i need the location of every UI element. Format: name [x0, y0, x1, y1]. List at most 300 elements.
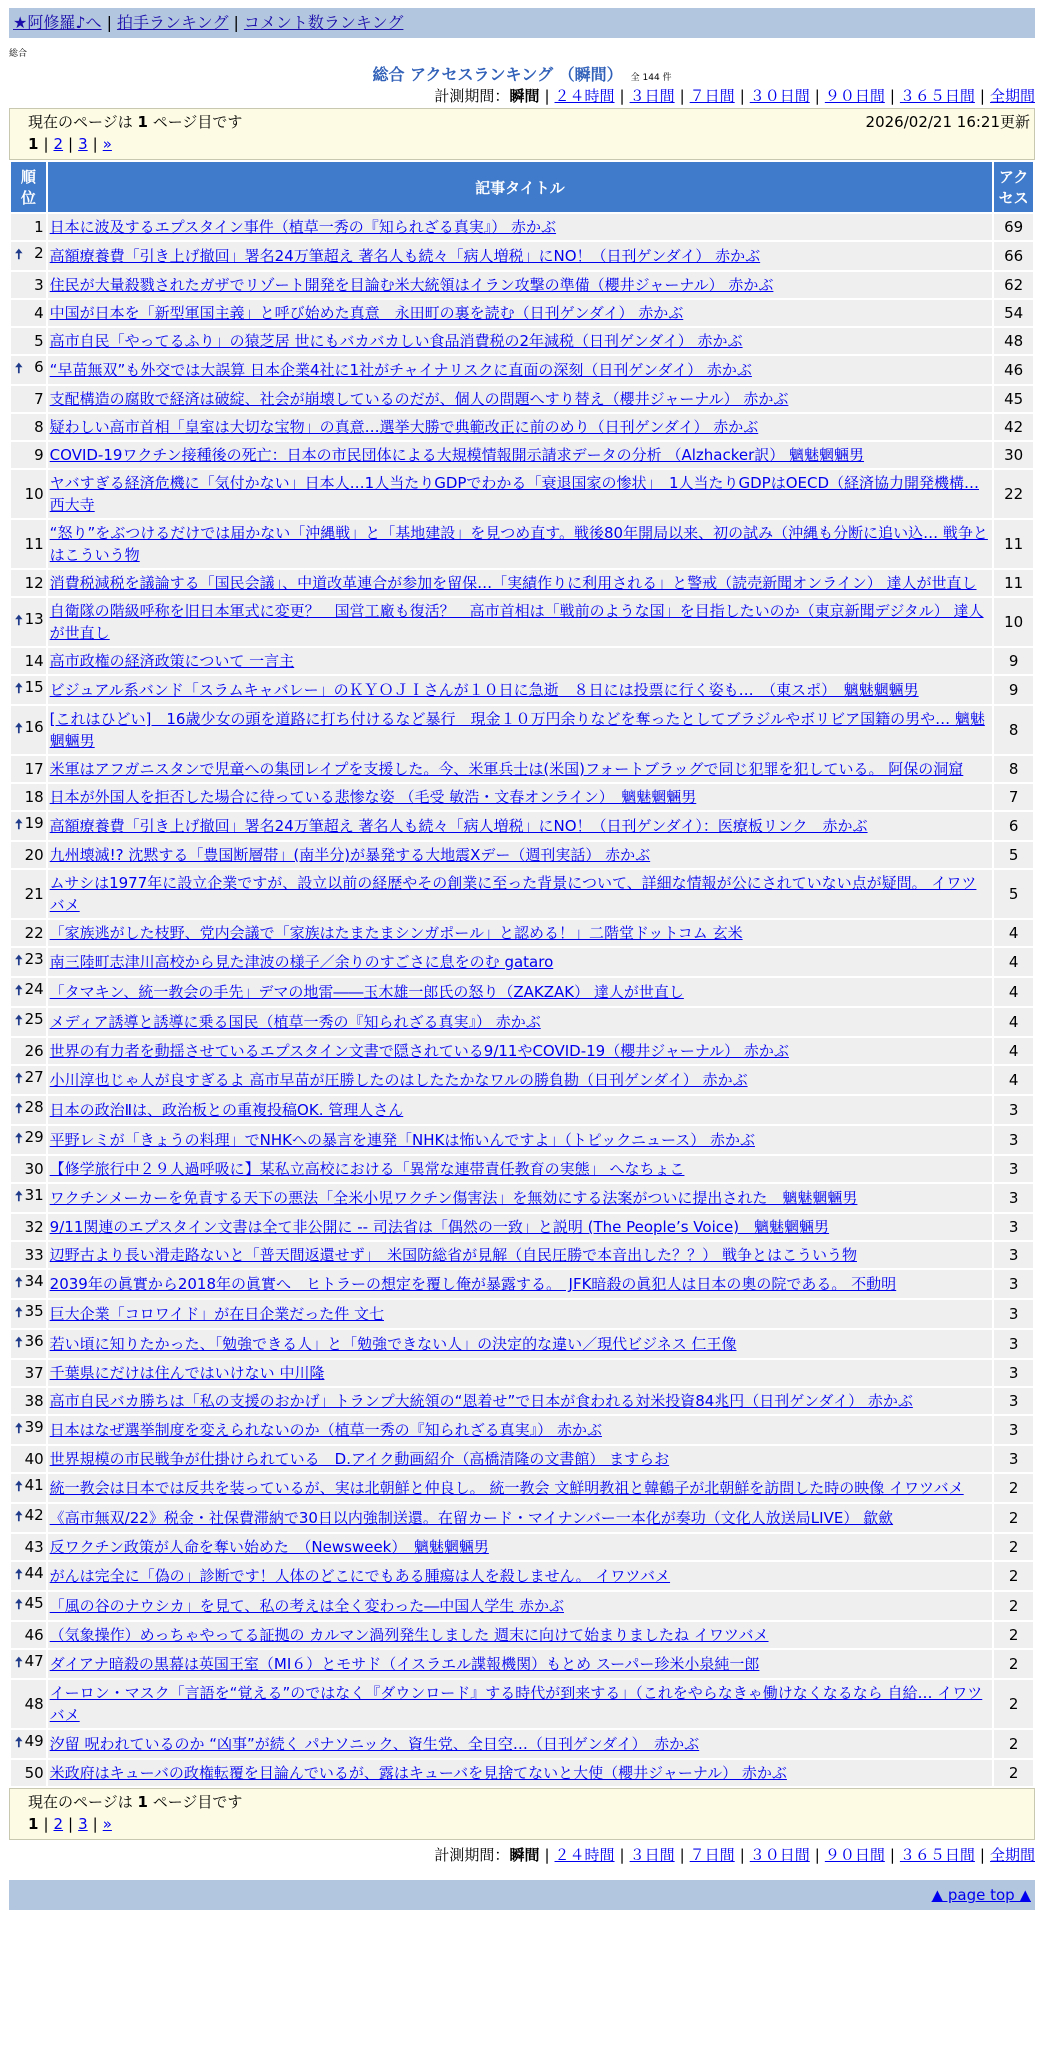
rank-cell [11, 1038, 46, 1064]
article-link[interactable]: 自衛隊の階級呼称を旧日本軍式に変更？ 国営工廠も復活？ 高市首相は「戦前のような国」を目指したいのか（東京新聞デジタル） 達人が世直し [49, 602, 984, 642]
rank-number: 43 [24, 1538, 44, 1556]
table-row [11, 1592, 1033, 1620]
period-link[interactable]: ３６５日間 [899, 1846, 975, 1864]
article-link[interactable]: 平野レミが「きょうの料理」でNHKへの暴言を連発「NHKは怖いんですよ」（トピックニュース） 赤かぶ [49, 1131, 755, 1149]
article-link[interactable]: 《高市無双/22》税金・社保費滞納で30日以内強制送還。在留カード・マイナンバー一本化が奏功（文化人放送局LIVE） 歙歛 [49, 1509, 894, 1527]
rank-cell [11, 1474, 46, 1502]
article-link[interactable]: 九州壊滅!? 沈黙する「豊国断層帯」(南半分)が暴発する大地震Xデー（週刊実話） 赤かぶ [49, 846, 651, 864]
article-link[interactable]: ワクチンメーカーを免責する天下の悪法「全米小児ワクチン傷害法」を無効にする法案がついに提出された 魑魅魍魎男 [49, 1189, 858, 1207]
total-count: 全 144 件 [630, 73, 672, 83]
rank-number: 20 [24, 846, 44, 864]
table-row [11, 1126, 1033, 1154]
article-link[interactable]: 「風の谷のナウシカ」を見て、私の考えは全く変わった―中国人学生 赤かぶ [49, 1597, 564, 1615]
table-row [11, 414, 1033, 440]
period-link[interactable]: 全期間 [989, 1846, 1035, 1864]
rank-number: 3 [34, 276, 44, 294]
title-cell [48, 1760, 993, 1786]
rank-number: 39 [24, 1418, 44, 1436]
rank-cell [11, 328, 46, 354]
column-header-access: アクセス [994, 162, 1033, 212]
next-page-link[interactable]: » [102, 1815, 112, 1833]
page-separator: | [68, 1815, 74, 1833]
table-row [11, 1330, 1033, 1358]
access-count: 2 [994, 1730, 1033, 1758]
table-row [11, 272, 1033, 298]
page-top-link[interactable]: ▲ page top ▲ [931, 1886, 1031, 1904]
page-link[interactable]: 3 [78, 1815, 88, 1833]
article-link[interactable]: 辺野古より長い滑走路ないと「普天間返還せず」 米国防総省が見解（自民圧勝で本音出した？？） 戦争とはこういう物 [49, 1246, 857, 1264]
article-link[interactable]: ムサシは1977年に設立企業ですが、設立以前の経歴やその創業に至った背景について、詳細な情報が公にされていない点が疑問。 イワツバメ [49, 874, 977, 914]
table-row [11, 706, 1033, 754]
period-separator: | [544, 87, 550, 105]
article-link[interactable]: 南三陸町志津川高校から見た津波の様子／余りのすごさに息をのむ gataro [49, 953, 554, 971]
table-row [11, 948, 1033, 976]
table-row [11, 1242, 1033, 1268]
article-link[interactable]: メディア誘導と誘導に乗る国民（植草一秀の『知られざる真実』） 赤かぶ [49, 1013, 541, 1031]
title-cell [48, 1360, 993, 1386]
period-link[interactable]: ２４時間 [554, 87, 615, 105]
table-row [11, 520, 1033, 568]
page-link[interactable]: 2 [53, 1815, 64, 1833]
title-cell [48, 1270, 993, 1298]
rank-cell [11, 470, 46, 518]
pagination [18, 133, 1030, 155]
title-cell [48, 812, 993, 840]
access-count: 45 [994, 386, 1033, 412]
title-cell [48, 1622, 993, 1648]
title-cell [48, 1592, 993, 1620]
access-count: 9 [994, 648, 1033, 674]
access-count: 3 [994, 1126, 1033, 1154]
up-arrow-icon: 🠅 [15, 1567, 23, 1583]
article-link[interactable]: イーロン・マスク「言語を“覚える”のではなく『ダウンロード』する時代が到来する」（これをやらなきゃ働けなくなるなら 自給… イワツバメ [49, 1684, 983, 1724]
access-count: 3 [994, 1156, 1033, 1182]
period-label: 計測期間： [434, 87, 510, 105]
title-cell [48, 1038, 993, 1064]
title-cell [48, 1562, 993, 1590]
rank-number: 48 [24, 1695, 44, 1713]
access-count: 10 [994, 598, 1033, 646]
article-link[interactable]: 疑わしい高市首相「皇室は大切な宝物」の真意…選挙大勝で典範改正に前のめり（日刊ゲンダイ） 赤かぶ [49, 418, 759, 436]
title-cell [48, 442, 993, 468]
up-arrow-icon: 🠅 [15, 613, 23, 629]
period-link[interactable]: ９０日間 [824, 1846, 885, 1864]
access-count: 3 [994, 1300, 1033, 1328]
up-arrow-icon: 🠅 [15, 1131, 23, 1147]
rank-number: 7 [34, 390, 44, 408]
article-link[interactable]: 「家族逃がした枝野、党内会議で「家族はたまたまシンガポール」と認める！」二階堂ドットコム 玄米 [49, 924, 743, 942]
period-link[interactable]: ３６５日間 [899, 87, 975, 105]
table-row [11, 300, 1033, 326]
rank-cell [11, 242, 46, 270]
title-cell [48, 356, 993, 384]
table-row [11, 1300, 1033, 1328]
table-row [11, 242, 1033, 270]
rank-number: 19 [24, 814, 44, 832]
title-cell [48, 1474, 993, 1502]
period-separator: | [889, 1846, 895, 1864]
period-separator: | [544, 1846, 550, 1864]
article-link[interactable]: 消費税減税を議論する「国民会議」、中道改革連合が参加を留保…「実績作りに利用される」と警戒（読売新聞オンライン） 達人が世直し [49, 574, 977, 592]
access-count: 2 [994, 1562, 1033, 1590]
rank-number: 37 [24, 1364, 44, 1382]
title-cell [48, 272, 993, 298]
title-cell [48, 1214, 993, 1240]
article-link[interactable]: 日本に波及するエプスタイン事件（植草一秀の『知られざる真実』） 赤かぶ [49, 218, 557, 236]
period-separator: | [619, 87, 625, 105]
access-count: 9 [994, 676, 1033, 704]
period-separator: | [814, 87, 820, 105]
article-link[interactable]: “怒り”をぶつけるだけでは届かない「沖縄戦」と「基地建設」を見つめ直す。戦後80年開局以来、初の試み（沖縄も分断に追い込… 戦争とはこういう物 [49, 524, 988, 564]
rank-number: 13 [24, 610, 44, 628]
title-cell [48, 1650, 993, 1678]
table-row [11, 1650, 1033, 1678]
column-header-title: 記事タイトル [48, 162, 993, 212]
rank-number: 42 [24, 1506, 44, 1524]
access-count: 2 [994, 1592, 1033, 1620]
article-link[interactable]: 日本が外国人を拒否した場合に待っている悲惨な姿 （毛受 敏浩・文春オンライン） 魑魅魍魎男 [49, 788, 697, 806]
page-link[interactable]: 3 [78, 135, 88, 153]
access-count: 42 [994, 414, 1033, 440]
updated-time: 2026/02/21 16:21更新 [865, 113, 1030, 131]
table-row [11, 1214, 1033, 1240]
access-count: 4 [994, 978, 1033, 1006]
rank-cell [11, 1562, 46, 1590]
article-link[interactable]: 小川淳也じゃ人が良すぎるよ 高市早苗が圧勝したのはしたたかなワルの勝負勘（日刊ゲンダイ） 赤かぶ [49, 1071, 748, 1089]
access-count: 62 [994, 272, 1033, 298]
rank-cell [11, 978, 46, 1006]
period-separator: | [889, 87, 895, 105]
rank-cell [11, 1592, 46, 1620]
access-count: 2 [994, 1474, 1033, 1502]
access-count: 11 [994, 570, 1033, 596]
period-separator: | [679, 87, 685, 105]
period-link[interactable]: ９０日間 [824, 87, 885, 105]
page-separator: | [43, 1815, 49, 1833]
title-cell [48, 920, 993, 946]
article-link[interactable]: （気象操作）めっちゃやってる証拠の カルマン渦列発生しました 週末に向けて始まりましたね イワツバメ [49, 1626, 769, 1644]
pager-top [9, 108, 1035, 160]
period-link[interactable]: ７日間 [689, 87, 735, 105]
article-link[interactable]: 高市政権の経済政策について 一言主 [49, 652, 295, 670]
table-row [11, 1622, 1033, 1648]
title-cell [48, 214, 993, 240]
title-cell [48, 598, 993, 646]
table-row [11, 784, 1033, 810]
rank-number: 50 [24, 1764, 44, 1782]
rank-number: 17 [24, 760, 44, 778]
article-link[interactable]: がんは完全に「偽の」診断です！人体のどこにでもある腫瘍は人を殺しません。 イワツバメ [49, 1567, 671, 1585]
rank-number: 33 [24, 1246, 44, 1264]
rank-cell [11, 1126, 46, 1154]
table-row [11, 648, 1033, 674]
column-header-rank: 順位 [11, 162, 46, 212]
rank-number: 9 [34, 446, 44, 464]
up-arrow-icon: 🠅 [15, 681, 23, 697]
title-cell [48, 242, 993, 270]
rank-cell [11, 1184, 46, 1212]
period-link[interactable]: ３日間 [629, 1846, 675, 1864]
rank-number: 35 [24, 1302, 44, 1320]
period-separator: | [739, 87, 745, 105]
title-cell [48, 470, 993, 518]
rank-cell [11, 1760, 46, 1786]
up-arrow-icon: 🠅 [15, 247, 23, 263]
access-count: 30 [994, 442, 1033, 468]
table-row [11, 756, 1033, 782]
rank-cell [11, 272, 46, 298]
rank-number: 26 [24, 1042, 44, 1060]
access-count: 3 [994, 1184, 1033, 1212]
page-separator: | [68, 135, 74, 153]
access-count: 3 [994, 1330, 1033, 1358]
rank-cell [11, 1446, 46, 1472]
period-separator: | [979, 1846, 985, 1864]
table-row [11, 442, 1033, 468]
article-link[interactable]: 世界規模の市民戦争が仕掛けられている D.アイク動画紹介（高橋清隆の文書館） ますらお [49, 1450, 670, 1468]
article-link[interactable]: 高額療養費「引き上げ撤回」署名24万筆超え 著名人も続々「病人増税」にNO！（日刊ゲンダイ）：医療板リンク 赤かぶ [49, 817, 868, 835]
title-cell [48, 784, 993, 810]
access-count: 2 [994, 1534, 1033, 1560]
access-count: 54 [994, 300, 1033, 326]
rank-number: 32 [24, 1218, 44, 1236]
rank-number: 38 [24, 1392, 44, 1410]
table-row [11, 356, 1033, 384]
home-link[interactable]: ★阿修羅♪へ [13, 13, 102, 32]
period-separator: | [814, 1846, 820, 1864]
up-arrow-icon: 🠅 [15, 1013, 23, 1029]
table-row [11, 1360, 1033, 1386]
title-cell [48, 1680, 993, 1728]
rank-cell [11, 442, 46, 468]
access-count: 2 [994, 1504, 1033, 1532]
article-link[interactable]: 巨大企業「コロワイド」が在日企業だった件 文七 [49, 1305, 384, 1323]
title-cell [48, 1330, 993, 1358]
article-link[interactable]: 千葉県にだけは住んではいけない 中川隆 [49, 1364, 325, 1382]
rank-number: 16 [24, 718, 44, 736]
pagination [18, 1813, 1030, 1835]
article-link[interactable]: 高市自民「やってるふり」の猿芝居 世にもバカバカしい食品消費税の2年減税（日刊ゲンダイ） 赤かぶ [49, 332, 743, 350]
rank-number: 6 [34, 358, 44, 376]
rank-number: 25 [24, 1010, 44, 1028]
article-link[interactable]: 反ワクチン政策が人命を奪い始めた （Newsweek） 魑魅魍魎男 [49, 1538, 489, 1556]
table-row [11, 1562, 1033, 1590]
title-cell [48, 328, 993, 354]
article-link[interactable]: 米政府はキューバの政権転覆を目論んでいるが、露はキューバを見捨てないと大使（櫻井ジャーナル） 赤かぶ [49, 1764, 787, 1782]
table-row [11, 676, 1033, 704]
rank-cell [11, 214, 46, 240]
rank-number: 34 [24, 1272, 44, 1290]
page [9, 0, 1035, 1910]
rank-cell [11, 948, 46, 976]
up-arrow-icon: 🠅 [15, 953, 23, 969]
table-row [11, 328, 1033, 354]
article-link[interactable]: 高市自民バカ勝ちは「私の支援のおかげ」トランプ大統領の“恩着せ”で日本が食われる対米投資84兆円（日刊ゲンダイ） 赤かぶ [49, 1392, 913, 1410]
comment-ranking-link[interactable]: コメント数ランキング [243, 13, 404, 32]
up-arrow-icon: 🠅 [15, 1597, 23, 1613]
rank-cell [11, 1504, 46, 1532]
rank-cell [11, 756, 46, 782]
rank-cell [11, 570, 46, 596]
access-count: 3 [994, 1242, 1033, 1268]
rank-number: 47 [24, 1652, 44, 1670]
applause-ranking-link[interactable]: 拍手ランキング [116, 13, 229, 32]
period-link[interactable]: ３日間 [629, 87, 675, 105]
title-cell [48, 948, 993, 976]
title-cell [48, 756, 993, 782]
access-count: 3 [994, 1360, 1033, 1386]
title-cell [48, 1534, 993, 1560]
title-cell [48, 300, 993, 326]
article-link[interactable]: COVID-19ワクチン接種後の死亡：日本の市民団体による大規模情報開示請求データの分析 （Alzhacker訳） 魑魅魍魎男 [49, 446, 865, 464]
article-link[interactable]: 【修学旅行中２９人過呼吸に】某私立高校における「異常な連帯責任教育の実態」 へなちょこ [49, 1160, 685, 1178]
article-link[interactable]: 日本はなぜ選挙制度を変えられないのか（植草一秀の『知られざる真実』） 赤かぶ [49, 1421, 602, 1439]
table-row [11, 1066, 1033, 1094]
title-cell [48, 1300, 993, 1328]
title-cell [48, 1416, 993, 1444]
access-count: 3 [994, 1096, 1033, 1124]
period-link[interactable]: ７日間 [689, 1846, 735, 1864]
ranking-table [9, 160, 1035, 1788]
rank-cell [11, 356, 46, 384]
rank-cell [11, 1622, 46, 1648]
table-row [11, 1446, 1033, 1472]
access-count: 8 [994, 756, 1033, 782]
access-count: 4 [994, 920, 1033, 946]
title-cell [48, 648, 993, 674]
access-count: 2 [994, 1760, 1033, 1786]
period-separator: | [739, 1846, 745, 1864]
article-link[interactable]: 若い頃に知りたかった、「勉強できる人」と「勉強できない人」の決定的な違い／現代ビジネス 仁王像 [49, 1335, 737, 1353]
article-link[interactable]: 中国が日本を「新型軍国主義」と呼び始めた真意 永田町の裏を読む（日刊ゲンダイ） 赤かぶ [49, 304, 684, 322]
title-cell [48, 1066, 993, 1094]
top-nav-bar [9, 8, 1035, 38]
up-arrow-icon: 🠅 [15, 1101, 23, 1117]
access-count: 3 [994, 1270, 1033, 1298]
table-row [11, 570, 1033, 596]
rank-cell [11, 520, 46, 568]
rank-number: 15 [24, 678, 44, 696]
access-count: 69 [994, 214, 1033, 240]
current-page: 1 [28, 135, 39, 153]
title-cell [48, 1504, 993, 1532]
article-link[interactable]: 汐留 呪われているのか “凶事”が続く パナソニック、資生党、全日空…（日刊ゲンダイ） 赤かぶ [49, 1735, 700, 1753]
rank-cell [11, 1730, 46, 1758]
rank-number: 30 [24, 1160, 44, 1178]
title-cell [48, 706, 993, 754]
up-arrow-icon: 🠅 [15, 721, 23, 737]
access-count: 48 [994, 328, 1033, 354]
article-link[interactable]: 日本の政治Ⅱは、政治板との重複投稿OK. 管理人さん [49, 1101, 404, 1119]
article-link[interactable]: 世界の有力者を動揺させているエプスタイン文書で隠されている9/11やCOVID-19（櫻井ジャーナル） 赤かぶ [49, 1042, 789, 1060]
period-link[interactable]: ２４時間 [554, 1846, 615, 1864]
up-arrow-icon: 🠅 [15, 817, 23, 833]
table-row [11, 870, 1033, 918]
rank-cell [11, 1156, 46, 1182]
article-link[interactable]: 「タマキン、統一教会の手先」デマの地雷――玉木雄一郎氏の怒り（ZAKZAK） 達人が世直し [49, 983, 684, 1001]
ranking-heading [9, 62, 1035, 84]
section-label: 総合 [9, 49, 28, 59]
up-arrow-icon: 🠅 [15, 1305, 23, 1321]
period-link[interactable]: ３０日間 [749, 87, 810, 105]
access-count: 2 [994, 1622, 1033, 1648]
access-count: 3 [994, 1446, 1033, 1472]
rank-cell [11, 870, 46, 918]
rank-cell [11, 706, 46, 754]
nav-separator: | [106, 13, 112, 32]
title-cell [48, 386, 993, 412]
access-count: 6 [994, 812, 1033, 840]
rank-number: 36 [24, 1332, 44, 1350]
rank-number: 12 [24, 574, 44, 592]
rank-number: 22 [24, 924, 44, 942]
rank-cell [11, 1534, 46, 1560]
title-cell [48, 1184, 993, 1212]
article-link[interactable]: 統一教会は日本では反共を装っているが、実は北朝鮮と仲良し。 統一教会 文鮮明教祖と韓鶴子が北朝鮮を訪問した時の映像 イワツバメ [49, 1479, 964, 1497]
rank-cell [11, 1214, 46, 1240]
title-cell [48, 1156, 993, 1182]
table-row [11, 1096, 1033, 1124]
table-row [11, 1504, 1033, 1532]
page-link[interactable]: 2 [53, 135, 64, 153]
rank-number: 23 [24, 950, 44, 968]
up-arrow-icon: 🠅 [15, 361, 23, 377]
table-row [11, 1730, 1033, 1758]
access-count: 3 [994, 1388, 1033, 1414]
article-link[interactable]: “早苗無双”も外交では大誤算 日本企業4社に1社がチャイナリスクに直面の深刻（日刊ゲンダイ） 赤かぶ [49, 361, 752, 379]
table-row [11, 920, 1033, 946]
article-link[interactable]: 支配構造の腐敗で経済は破綻、社会が崩壊しているのだが、個人の問題へすり替え（櫻井ジャーナル） 赤かぶ [49, 390, 789, 408]
title-cell [48, 1096, 993, 1124]
period-selector-bottom [9, 1842, 1035, 1868]
nav-separator: | [233, 13, 239, 32]
article-link[interactable]: ダイアナ暗殺の黒幕は英国王室（MI６）とモサド（イスラエル諜報機関）もとめ スーパー珍米小泉純一郎 [49, 1655, 760, 1673]
period-link[interactable]: 全期間 [989, 87, 1035, 105]
rank-cell [11, 1096, 46, 1124]
article-link[interactable]: ビジュアル系バンド「スラムキャバレー」のＫＹＯＪＩさんが１０日に急逝 ８日には投票に行く姿も… （東スポ） 魑魅魍魎男 [49, 681, 919, 699]
bottom-bar [9, 1880, 1035, 1910]
up-arrow-icon: 🠅 [15, 1509, 23, 1525]
table-row [11, 598, 1033, 646]
article-link[interactable]: 高額療養費「引き上げ撤回」署名24万筆超え 著名人も続々「病人増税」にNO！（日刊ゲンダイ） 赤かぶ [49, 247, 761, 265]
rank-cell [11, 1650, 46, 1678]
title-cell [48, 1126, 993, 1154]
article-link[interactable]: 2039年の眞實から2018年の眞實へ ヒトラーの想定を覆し俺が暴露する。 JFK暗殺の眞犯人は日本の奧の院である。 不動明 [49, 1275, 897, 1293]
table-row [11, 386, 1033, 412]
rank-number: 11 [24, 535, 44, 553]
article-link[interactable]: ヤバすぎる経済危機に「気付かない」日本人…1人当たりGDPでわかる「衰退国家の惨状」 1人当たりGDPはOECD（経済協力開発機構… 西大寺 [49, 474, 980, 514]
next-page-link[interactable]: » [102, 135, 112, 153]
up-arrow-icon: 🠅 [15, 1335, 23, 1351]
article-link[interactable]: 米軍はアフガニスタンで児童への集団レイプを支援した。今、米軍兵士は(米国)フォートブラッグで同じ犯罪を犯している。 阿保の洞窟 [49, 760, 964, 778]
title-cell [48, 570, 993, 596]
table-row [11, 1008, 1033, 1036]
access-count: 5 [994, 842, 1033, 868]
rank-number: 40 [24, 1450, 44, 1468]
period-link[interactable]: ３０日間 [749, 1846, 810, 1864]
rank-cell [11, 1008, 46, 1036]
rank-number: 46 [24, 1626, 44, 1644]
rank-cell [11, 676, 46, 704]
article-link[interactable]: 住民が大量殺戮されたガザでリゾート開発を目論む米大統領はイラン攻撃の準備（櫻井ジャーナル） 赤かぶ [49, 276, 774, 294]
article-link[interactable]: 9/11関連のエプスタイン文書は全て非公開に -- 司法省は「偶然の一致」と説明 (The People’s Voice) 魑魅魍魎男 [49, 1218, 830, 1236]
table-row [11, 978, 1033, 1006]
rank-cell [11, 414, 46, 440]
access-count: 11 [994, 520, 1033, 568]
access-count: 3 [994, 1416, 1033, 1444]
access-count: 2 [994, 1680, 1033, 1728]
article-link[interactable]: [これはひどい] 16歳少女の頭を道路に打ち付けるなど暴行 現金１０万円余りなどを奪ったとしてブラジルやボリビア国籍の男や… 魑魅魍魎男 [49, 710, 985, 750]
